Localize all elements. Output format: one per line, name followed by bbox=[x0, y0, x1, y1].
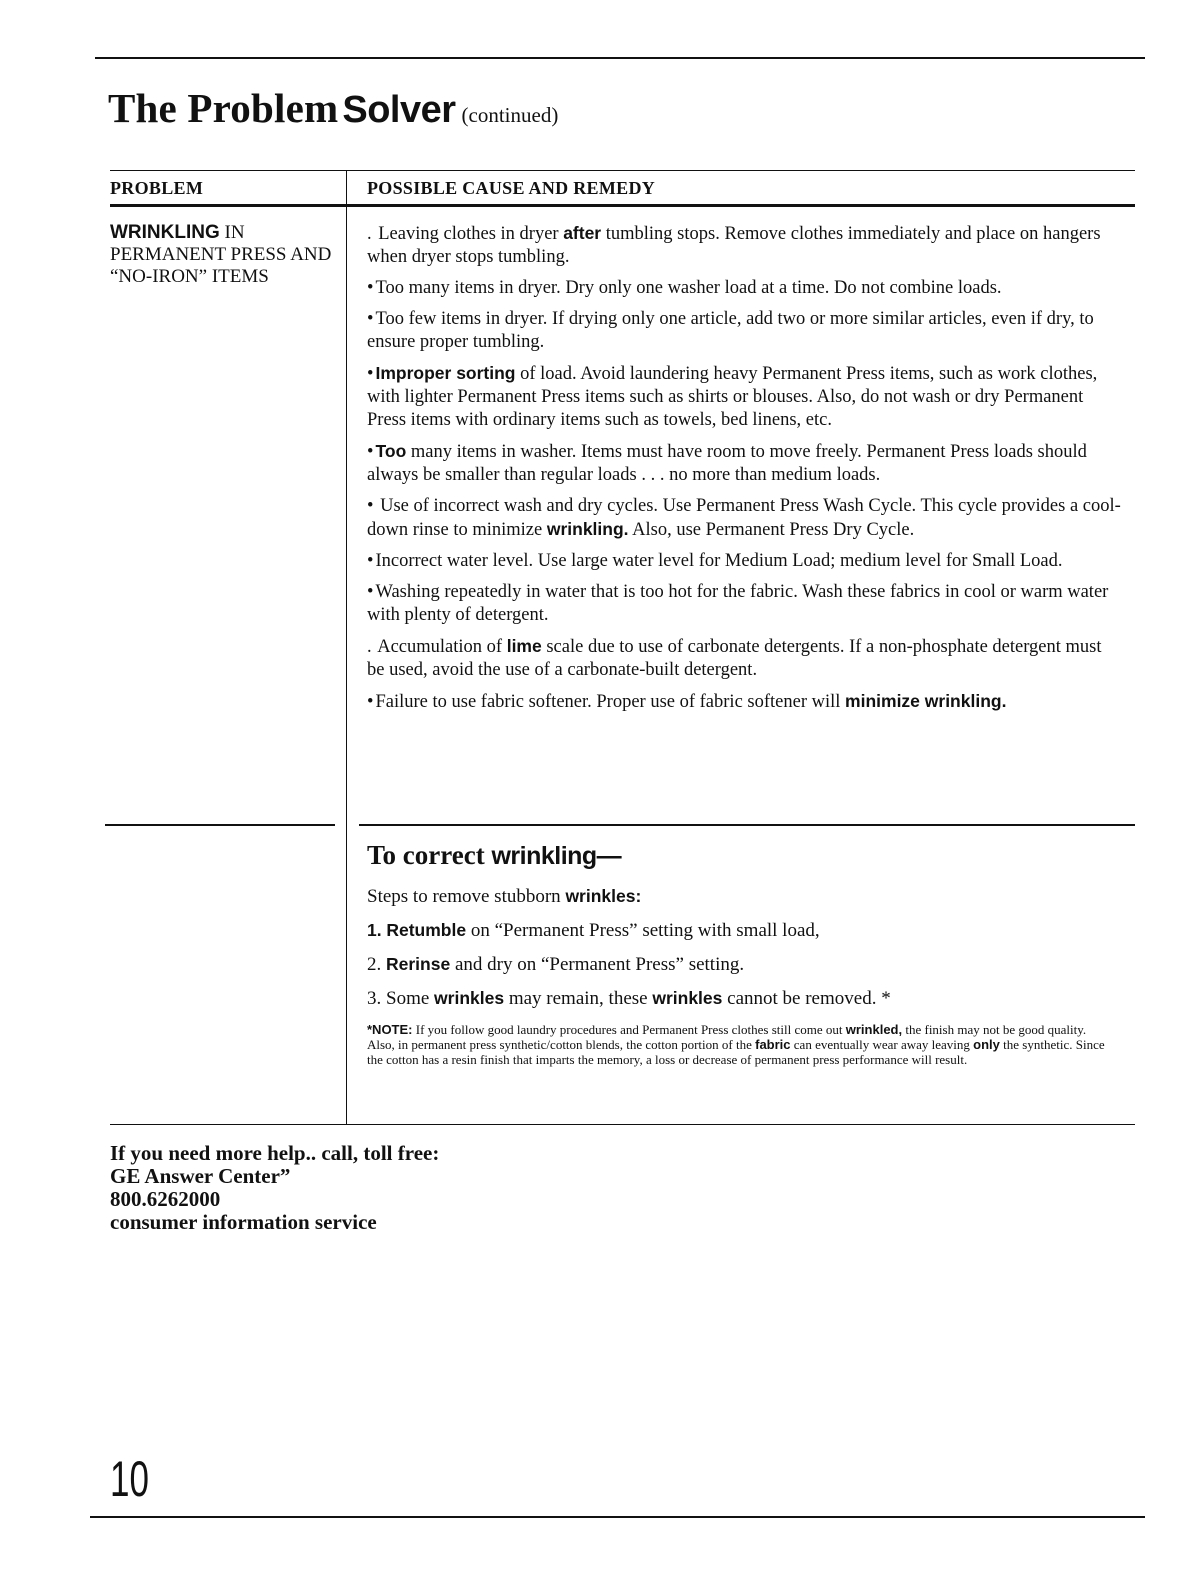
step-number: 2. bbox=[367, 954, 382, 975]
remedy-text: Incorrect water level. Use large water level for Medium Load; medium level for Small Load. bbox=[375, 551, 1063, 571]
note-text: the synthetic. Since the cotton has a resin finish that imparts the memory, a loss or decrease of permanent press performance will result. bbox=[367, 1037, 1105, 1067]
step-text: and dry on “Permanent Press” setting. bbox=[450, 954, 745, 975]
remedy-item bbox=[367, 362, 1122, 432]
remedy-text: scale due to use of carbonate detergents. If a non-phosphate detergent must be used, avoid the use of a carbonate-built detergent. bbox=[367, 637, 1102, 680]
table-bottom-rule bbox=[110, 1124, 1135, 1125]
problem-label bbox=[110, 222, 335, 288]
help-phone-number: 800.6262000 bbox=[110, 1187, 221, 1211]
title-main: The Problem bbox=[108, 85, 339, 131]
header-bottom-rule bbox=[110, 204, 1135, 207]
remedy-bottom-rule bbox=[359, 824, 1135, 826]
bullet: • bbox=[367, 309, 374, 329]
remedy-emphasis: after bbox=[563, 223, 602, 243]
remedy-emphasis: minimize wrinkling. bbox=[845, 691, 1007, 711]
page-number: 10 bbox=[110, 1451, 149, 1507]
help-answer-center: GE Answer Center” bbox=[110, 1164, 291, 1188]
header-top-rule bbox=[110, 170, 1135, 171]
intro-emphasis: wrinkles: bbox=[565, 886, 642, 906]
remedy-emphasis: wrinkling. bbox=[546, 519, 629, 539]
remedy-item bbox=[367, 581, 1122, 627]
remedy-text: Too many items in dryer. Dry only one washer load at a time. Do not combine loads. bbox=[375, 278, 1002, 298]
remedy-text: Leaving clothes in dryer bbox=[378, 224, 564, 244]
section-title-text: To correct bbox=[367, 840, 492, 870]
note-label: *NOTE: bbox=[367, 1022, 413, 1037]
step-text: may remain, these bbox=[504, 988, 653, 1009]
note-emphasis: wrinkled, bbox=[845, 1022, 903, 1037]
section-title-emphasis: wrinkling— bbox=[491, 842, 622, 870]
step-1 bbox=[367, 919, 1122, 942]
remedy-text: Failure to use fabric softener. Proper use of fabric softener will bbox=[375, 692, 846, 712]
column-divider bbox=[346, 170, 347, 1125]
remedy-text: many items in washer. Items must have room to move freely. Permanent Press loads should always be smaller than regular loads . . . no more than medium loads. bbox=[367, 442, 1087, 485]
bullet: . bbox=[367, 637, 372, 657]
help-line: If you need more help.. call, toll free: bbox=[110, 1141, 440, 1165]
column-header-cause: POSSIBLE CAUSE AND REMEDY bbox=[367, 178, 656, 198]
remedy-emphasis: lime bbox=[506, 636, 542, 656]
remedy-list bbox=[367, 222, 1122, 722]
bullet: • bbox=[367, 582, 374, 602]
remedy-item bbox=[367, 690, 1122, 714]
step-emphasis: Retumble bbox=[386, 920, 467, 940]
bullet: • bbox=[367, 278, 374, 298]
footer-rule bbox=[90, 1516, 1145, 1518]
title-bold-word: Solver bbox=[342, 89, 456, 131]
remedy-item bbox=[367, 277, 1122, 300]
help-service: consumer information service bbox=[110, 1210, 377, 1234]
column-header-problem: PROBLEM bbox=[110, 178, 204, 198]
bullet: • bbox=[367, 692, 374, 712]
step-number: 1. bbox=[367, 920, 382, 940]
bullet: • bbox=[367, 364, 374, 384]
problem-bottom-rule bbox=[105, 824, 335, 826]
step-3 bbox=[367, 987, 1122, 1010]
bullet: • bbox=[367, 496, 374, 516]
intro-text: Steps to remove stubborn bbox=[367, 886, 566, 907]
note bbox=[367, 1022, 1107, 1067]
title-suffix: (continued) bbox=[461, 103, 559, 127]
section-title bbox=[367, 838, 1122, 873]
remedy-text: Too few items in dryer. If drying only one article, add two or more similar articles, even if dry, to ensure proper tumbling. bbox=[367, 309, 1094, 352]
step-emphasis: Rerinse bbox=[386, 954, 451, 974]
remedy-emphasis: Too bbox=[375, 441, 407, 461]
step-emphasis: wrinkles bbox=[434, 988, 505, 1008]
remedy-item bbox=[367, 635, 1122, 682]
remedy-emphasis: Improper sorting bbox=[375, 363, 516, 383]
top-rule bbox=[95, 57, 1145, 59]
note-text: If you follow good laundry procedures and Permanent Press clothes still come out bbox=[412, 1022, 846, 1037]
step-text: on “Permanent Press” setting with small load, bbox=[466, 920, 820, 941]
bullet: • bbox=[367, 551, 374, 571]
step-2 bbox=[367, 953, 1122, 976]
remedy-item bbox=[367, 550, 1122, 573]
help-block bbox=[110, 1142, 439, 1234]
remedy-item bbox=[367, 440, 1122, 487]
note-text: the finish may not be good quality. Also, in permanent press synthetic/cotton blends, the cotton portion of the bbox=[367, 1022, 1087, 1052]
remedy-text: tumbling stops. Remove clothes immediately and place on hangers when dryer stops tumbling. bbox=[367, 224, 1101, 267]
note-text: can eventually wear away leaving bbox=[790, 1037, 974, 1052]
remedy-item bbox=[367, 308, 1122, 354]
remedy-text: Accumulation of bbox=[377, 637, 507, 657]
problem-label-rest: IN PERMANENT PRESS AND “NO-IRON” ITEMS bbox=[110, 222, 332, 287]
note-emphasis: fabric bbox=[755, 1037, 791, 1052]
problem-label-bold: WRINKLING bbox=[110, 222, 220, 243]
remedy-text: Washing repeatedly in water that is too hot for the fabric. Wash these fabrics in cool or warm water with plenty of detergent. bbox=[367, 582, 1109, 625]
remedy-text: of load. Avoid laundering heavy Permanent Press items, such as work clothes, with lighter Permanent Press items such as shirts or blouses. Also, do not wash or dry Permanent Press items with ordinary items such as towels, bed linens, etc. bbox=[367, 364, 1098, 430]
step-text: 3. Some bbox=[367, 988, 435, 1009]
remedy-item bbox=[367, 222, 1122, 269]
bullet: . bbox=[367, 224, 372, 244]
step-text: cannot be removed. * bbox=[722, 988, 891, 1009]
remedy-item bbox=[367, 495, 1122, 542]
page-title bbox=[108, 84, 558, 132]
note-emphasis: only bbox=[973, 1037, 1000, 1052]
remedy-text: Also, use Permanent Press Dry Cycle. bbox=[628, 520, 915, 540]
correct-wrinkling-section bbox=[367, 838, 1122, 1067]
remedy-text: Use of incorrect wash and dry cycles. Use Permanent Press Wash Cycle. This cycle provides a cool-down rinse to minimize bbox=[367, 496, 1121, 540]
step-emphasis: wrinkles bbox=[652, 988, 723, 1008]
bullet: • bbox=[367, 442, 374, 462]
steps-intro bbox=[367, 885, 1122, 908]
